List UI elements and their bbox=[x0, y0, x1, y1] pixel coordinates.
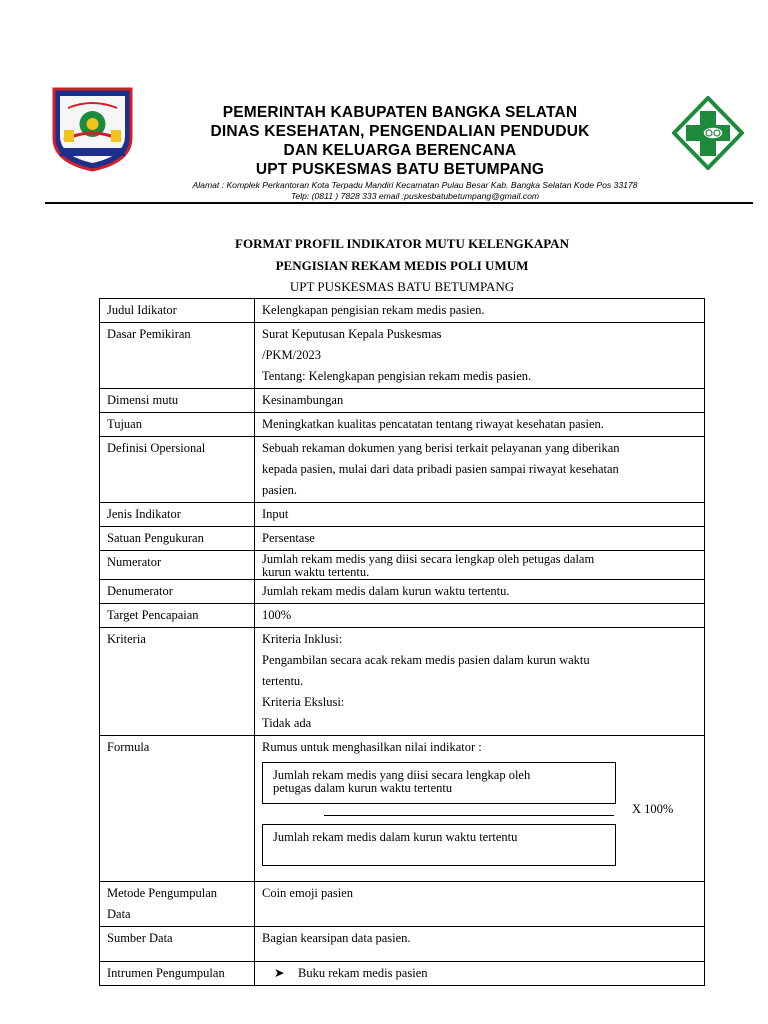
title-line-2: PENGISIAN REKAM MEDIS POLI UMUM bbox=[275, 258, 529, 273]
value-line: kurun waktu tertentu. bbox=[262, 565, 370, 579]
title-line-3: UPT PUSKESMAS BATU BETUMPANG bbox=[289, 279, 515, 294]
bangka-selatan-emblem bbox=[50, 86, 135, 172]
row-label: Target Pencapaian bbox=[100, 604, 255, 628]
value-line: Sebuah rekaman dokumen yang berisi terkait pelayanan yang diberikan bbox=[262, 441, 620, 455]
letterhead-line-1: PEMERINTAH KABUPATEN BANGKA SELATAN bbox=[222, 104, 578, 121]
letterhead-line-3: DAN KELUARGA BERENCANA bbox=[283, 142, 517, 159]
value-line: Pengambilan secara acak rekam medis pasien dalam kurun waktu bbox=[262, 653, 590, 667]
row-value bbox=[255, 551, 705, 580]
table-row bbox=[100, 604, 705, 628]
table-row bbox=[100, 736, 705, 882]
row-value bbox=[255, 962, 705, 986]
formula-intro: Rumus untuk menghasilkan nilai indikator : bbox=[262, 740, 482, 754]
row-value bbox=[255, 437, 705, 503]
table-row bbox=[100, 413, 705, 437]
puskesmas-logo bbox=[672, 96, 744, 170]
row-value bbox=[255, 628, 705, 736]
denominator-line: Jumlah rekam medis dalam kurun waktu tertentu bbox=[273, 830, 518, 844]
table-row bbox=[100, 962, 705, 986]
row-label: Intrumen Pengumpulan bbox=[100, 962, 255, 986]
row-label: Numerator bbox=[100, 551, 255, 580]
bullet-text: Buku rekam medis pasien bbox=[298, 966, 428, 980]
row-value: Jumlah rekam medis dalam kurun waktu tertentu. bbox=[255, 580, 705, 604]
row-label: Formula bbox=[100, 736, 255, 882]
value-line: Jumlah rekam medis yang diisi secara lengkap oleh petugas dalam bbox=[262, 552, 595, 566]
indicator-profile-table bbox=[99, 298, 705, 986]
row-value bbox=[255, 736, 705, 882]
row-value: Meningkatkan kualitas pencatatan tentang riwayat kesehatan pasien. bbox=[255, 413, 705, 437]
table-row bbox=[100, 580, 705, 604]
table-row bbox=[100, 628, 705, 736]
label-line: Data bbox=[107, 907, 131, 921]
table-row bbox=[100, 882, 705, 927]
table-row bbox=[100, 323, 705, 389]
row-value: Kelengkapan pengisian rekam medis pasien. bbox=[255, 299, 705, 323]
row-value: Persentase bbox=[255, 527, 705, 551]
table-row bbox=[100, 389, 705, 413]
row-label: Tujuan bbox=[100, 413, 255, 437]
label-line: Metode Pengumpulan bbox=[107, 886, 218, 900]
table-row bbox=[100, 503, 705, 527]
row-label: Satuan Pengukuran bbox=[100, 527, 255, 551]
value-line: Surat Keputusan Kepala Puskesmas bbox=[262, 327, 442, 341]
letterhead-line-4: UPT PUSKESMAS BATU BETUMPANG bbox=[255, 161, 545, 178]
title-line-1: FORMAT PROFIL INDIKATOR MUTU KELENGKAPAN bbox=[235, 236, 569, 251]
table-row bbox=[100, 927, 705, 962]
row-label: Judul Idikator bbox=[100, 299, 255, 323]
value-line: pasien. bbox=[262, 483, 298, 497]
fraction-line bbox=[324, 815, 614, 816]
row-value: Bagian kearsipan data pasien. bbox=[255, 927, 705, 962]
table-row bbox=[100, 437, 705, 503]
value-line: tertentu. bbox=[262, 674, 304, 688]
value-line: kepada pasien, mulai dari data pribadi pasien sampai riwayat kesehatan bbox=[262, 462, 619, 476]
document-title bbox=[100, 233, 704, 297]
table-row bbox=[100, 527, 705, 551]
table-row bbox=[100, 299, 705, 323]
table-row bbox=[100, 551, 705, 580]
contact-text: Telp: (0811 ) 7828 333 email :puskesbatubetumpang@gmail.com bbox=[290, 191, 540, 201]
row-label: Jenis Indikator bbox=[100, 503, 255, 527]
letterhead-address bbox=[130, 180, 700, 202]
numerator-line: Jumlah rekam medis yang diisi secara lengkap oleh bbox=[273, 768, 531, 782]
row-value: Kesinambungan bbox=[255, 389, 705, 413]
value-line: Kriteria Inklusi: bbox=[262, 632, 343, 646]
value-line: Tidak ada bbox=[262, 716, 312, 730]
row-label: Kriteria bbox=[100, 628, 255, 736]
value-line: Kriteria Ekslusi: bbox=[262, 695, 345, 709]
row-value bbox=[255, 323, 705, 389]
row-label: Dasar Pemikiran bbox=[100, 323, 255, 389]
row-label: Definisi Opersional bbox=[100, 437, 255, 503]
value-line: Tentang: Kelengkapan pengisian rekam medis pasien. bbox=[262, 369, 532, 383]
numerator-line: petugas dalam kurun waktu tertentu bbox=[273, 781, 453, 795]
formula bbox=[262, 758, 697, 880]
formula-numerator bbox=[262, 762, 616, 804]
arrow-bullet-icon: ➤ bbox=[274, 966, 285, 980]
row-label: Sumber Data bbox=[100, 927, 255, 962]
row-value: 100% bbox=[255, 604, 705, 628]
letterhead bbox=[150, 103, 650, 179]
address-text: Alamat : Komplek Perkantoran Kota Terpadu Mandiri Kecamatan Pulau Besar Kab. Bangka Selatan Kode Pos 33178 bbox=[192, 180, 638, 190]
formula-denominator bbox=[262, 824, 616, 866]
row-label: Denumerator bbox=[100, 580, 255, 604]
letterhead-line-2: DINAS KESEHATAN, PENGENDALIAN PENDUDUK bbox=[210, 123, 590, 140]
row-value: Input bbox=[255, 503, 705, 527]
row-label bbox=[100, 882, 255, 927]
row-label: Dimensi mutu bbox=[100, 389, 255, 413]
multiplier: X 100% bbox=[632, 802, 674, 816]
row-value: Coin emoji pasien bbox=[255, 882, 705, 927]
header-divider bbox=[45, 202, 753, 204]
value-line: /PKM/2023 bbox=[262, 348, 322, 362]
